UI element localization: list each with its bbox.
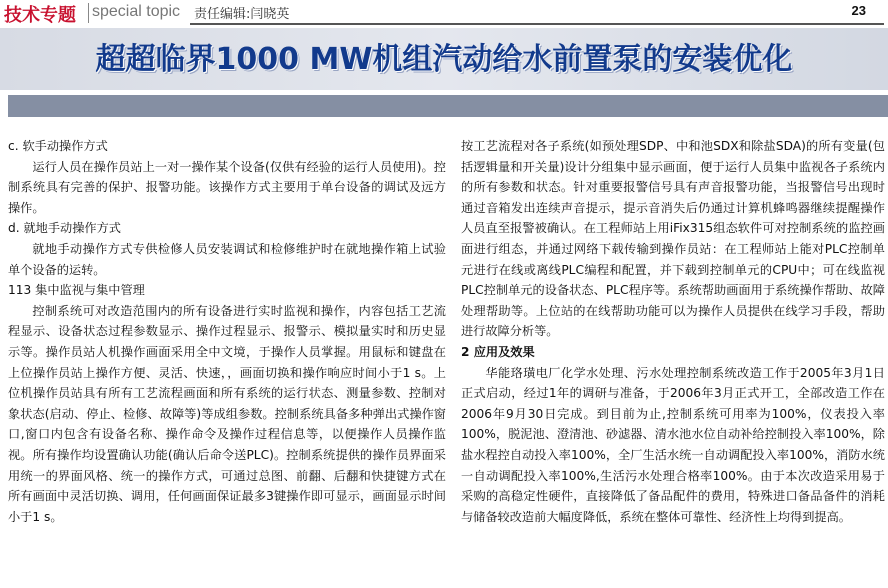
section-brand: 技术专题: [4, 5, 76, 26]
paragraph-continued: 按工艺流程对各子系统(如预处理SDP、中和池SDX和除盐SDA)的所有变量(包括逻辑量和开关量)设计分组集中显示画面，便于运行人员集中监视各子系统内的所有参数和状态。针对重要报警信号具有声音报警功能，当报警信号出现时通过音箱发出连续声音提示，提示音消失后仍通过计算机蜂鸣器继续提醒操作人员直至报警被确认。在工程师站上用iFix315组态软件可对控制系统的监控画面进行组态，并通过网络下载传输到操作员站：在工程师站上能对PLC控制单元进行在线或离线PLC编程和配置，并下载到控制单元的CPU中；可在线监视PLC控制单元的设备状态、PLC程序等。系统帮助画面用于系统操作帮助、故障处理帮助等。上位站的在线帮助功能可以为操作人员提供在线学习手段，帮助进行故障分析等。: [461, 139, 885, 339]
section-heading: 2 应用及效果: [461, 344, 535, 359]
paragraph: 就地手动操作方式专供检修人员安装调试和检修维护时在就地操作箱上试验单个设备的运转。: [8, 241, 446, 277]
section-brand-english: special topic: [92, 3, 181, 20]
article-title: 超超临界1000 MW机组汽动给水前置泵的安装优化: [95, 42, 793, 77]
section-heading: d. 就地手动操作方式: [8, 221, 121, 236]
paragraph: 控制系统可对改造范围内的所有设备进行实时监视和操作，内容包括工艺流程显示、设备状态过程参数显示、操作过程显示、报警示、模拟量实时和历史显示等。操作员站人机操作画面采用全中文境，于操作人员掌握。用鼠标和键盘在上位操作员站上操作方便、灵活、快速，，画面切换和操作响应时间小于1 s。上位机操作员站具有所有工艺流程画面和所有系统的运行状态、测量参数、控制对象状态(启动、停止、检修、故障等)等成组参数。控制系统具备多种弹出式操作窗口,窗口内包含有设备名称、操作命令及操作过程信息等，以便操作人员操作监视。所有操作均设置确认功能(确认后命令送PLC)。控制系统提供的操作员界面采用统一的界面风格、统一的操作方式，可通过总图、前翻、后翻和快捷键方式在所有画面中灵活切换、调用，任何画面保证最多3键操作即可显示，画面显示时间小于1 s。: [8, 303, 446, 524]
header-rule: [190, 23, 884, 25]
title-underbar: [8, 95, 888, 117]
section-heading: 113 集中监视与集中管理: [8, 283, 145, 298]
left-column: [8, 136, 446, 527]
section-heading: c. 软手动操作方式: [8, 139, 108, 153]
paragraph: 运行人员在操作员站上一对一操作某个设备(仅供有经验的运行人员使用)。控制系统具有完善的保护、报警功能。该操作方式主要用于单台设备的调试及远方操作。: [8, 159, 446, 215]
right-column: [461, 136, 885, 527]
header-separator: [88, 3, 89, 23]
responsible-editor: 责任编辑:闫晓英: [194, 7, 290, 22]
page-header: [0, 0, 888, 26]
paragraph: 华能珞璜电厂化学水处理、污水处理控制系统改造工作于2005年3月1日正式启动，经过1年的调研与准备，于2006年3月正式开工，全部改造工作在2006年9月30日完成。到目前为止,控制系统可用率为100%，仪表投入率100%，脱泥池、澄清池、砂滤器、清水池水位自动补给控制投入率100%，除盐水程控自动投入率100%，全厂生活水统一自动调配投入率100%，消防水统一自动调配投入率100%,生活污水处理合格率100%。由于本次改造采用易于采购的高稳定性硬件，直接降低了备品配件的费用，特殊进口备品备件的消耗与储备较改造前大幅度降低，系统在整体可靠性、经济性上均得到提高。: [461, 365, 885, 524]
page-number: 23: [851, 3, 866, 18]
